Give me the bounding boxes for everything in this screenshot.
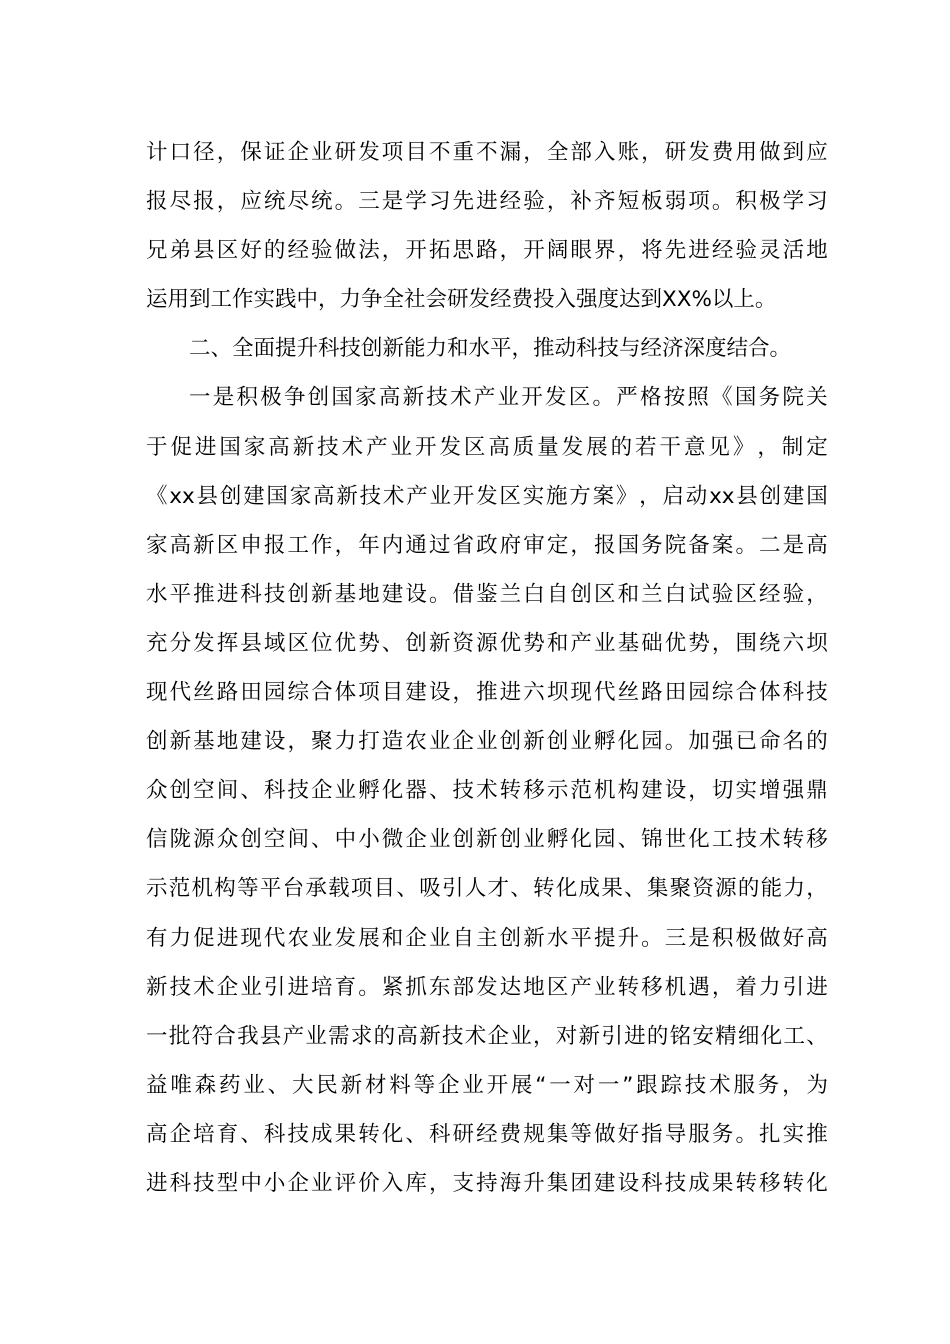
text-line: 于 促 进 国 家 高 新 技 术 产 业 开 发 区 高 质 量 发 展 的 若 干 意 见 》 ， 制 定 (146, 434, 828, 460)
text-line: 益 唯 森 药 业 、 大 民 新 材 料 等 企 业 开 展 “ 一 对 一 ” 跟 踪 技 术 服 务 ， 为 (146, 1072, 828, 1098)
text-line: 进 科 技 型 中 小 企 业 评 价 入 库 ， 支 持 海 升 集 团 建 设 科 技 成 果 转 移 转 化 (146, 1170, 828, 1196)
text-line: 兄 弟 县 区 好 的 经 验 做 法 ， 开 拓 思 路 ， 开 阔 眼 界 ， 将 先 进 经 验 灵 活 地 (146, 238, 828, 264)
paragraph-first-line: 二、全面提升科技创新能力和水平，推动科技与经济深度结合。 (189, 336, 792, 362)
text-line: 示 范 机 构 等 平 台 承 载 项 目 、 吸 引 人 才 、 转 化 成 果 、 集 聚 资 源 的 能 力 ， (146, 876, 828, 902)
text-line: 有 力 促 进 现 代 农 业 发 展 和 企 业 自 主 创 新 水 平 提 升 。 三 是 积 极 做 好 高 (146, 925, 828, 951)
text-line: 报 尽 报 ， 应 统 尽 统 。 三 是 学 习 先 进 经 验 ， 补 齐 短 板 弱 项 。 积 极 学 习 (146, 189, 828, 215)
text-line: 家 高 新 区 申 报 工 作 ， 年 内 通 过 省 政 府 审 定 ， 报 国 务 院 备 案 。 二 是 高 (146, 532, 828, 558)
text-line: 众 创 空 间 、 科 技 企 业 孵 化 器 、 技 术 转 移 示 范 机 构 建 设 ， 切 实 增 强 鼎 (146, 778, 828, 804)
text-line: 创 新 基 地 建 设 ， 聚 力 打 造 农 业 企 业 创 新 创 业 孵 化 园 。 加 强 已 命 名 的 (146, 729, 828, 755)
text-line: 《 xx 县 创 建 国 家 高 新 技 术 产 业 开 发 区 实 施 方 案 》 ， 启 动 xx 县 创 建 国 (146, 483, 828, 509)
text-line: 一 批 符 合 我 县 产 业 需 求 的 高 新 技 术 企 业 ， 对 新 引 进 的 铭 安 精 细 化 工 、 (146, 1023, 828, 1049)
text-line: 现 代 丝 路 田 园 综 合 体 项 目 建 设 ， 推 进 六 坝 现 代 丝 路 田 园 综 合 体 科 技 (146, 680, 828, 706)
text-line: 信 陇 源 众 创 空 间 、 中 小 微 企 业 创 新 创 业 孵 化 园 、 锦 世 化 工 技 术 转 移 (146, 827, 828, 853)
paragraph-first-line: 一 是 积 极 争 创 国 家 高 新 技 术 产 业 开 发 区 。 严 格 按 照 《 国 务 院 关 (189, 385, 828, 411)
text-line: 运用到工作实践中，力争全社会研发经费投入强度达到XX%以上。 (146, 287, 777, 313)
body-text (146, 128, 828, 1208)
text-line: 计 口 径 ， 保 证 企 业 研 发 项 目 不 重 不 漏 ， 全 部 入 账 ， 研 发 费 用 做 到 应 (146, 140, 828, 165)
text-line: 充 分 发 挥 县 域 区 位 优 势 、 创 新 资 源 优 势 和 产 业 基 础 优 势 ， 围 绕 六 坝 (146, 630, 828, 656)
text-line: 新 技 术 企 业 引 进 培 育 。 紧 抓 东 部 发 达 地 区 产 业 转 移 机 遇 ， 着 力 引 进 (146, 974, 828, 1000)
text-line: 水 平 推 进 科 技 创 新 基 地 建 设 。 借 鉴 兰 白 自 创 区 和 兰 白 试 验 区 经 验 ， (146, 581, 828, 607)
text-line: 高 企 培 育 、 科 技 成 果 转 化 、 科 研 经 费 规 集 等 做 好 指 导 服 务 。 扎 实 推 (146, 1121, 828, 1147)
